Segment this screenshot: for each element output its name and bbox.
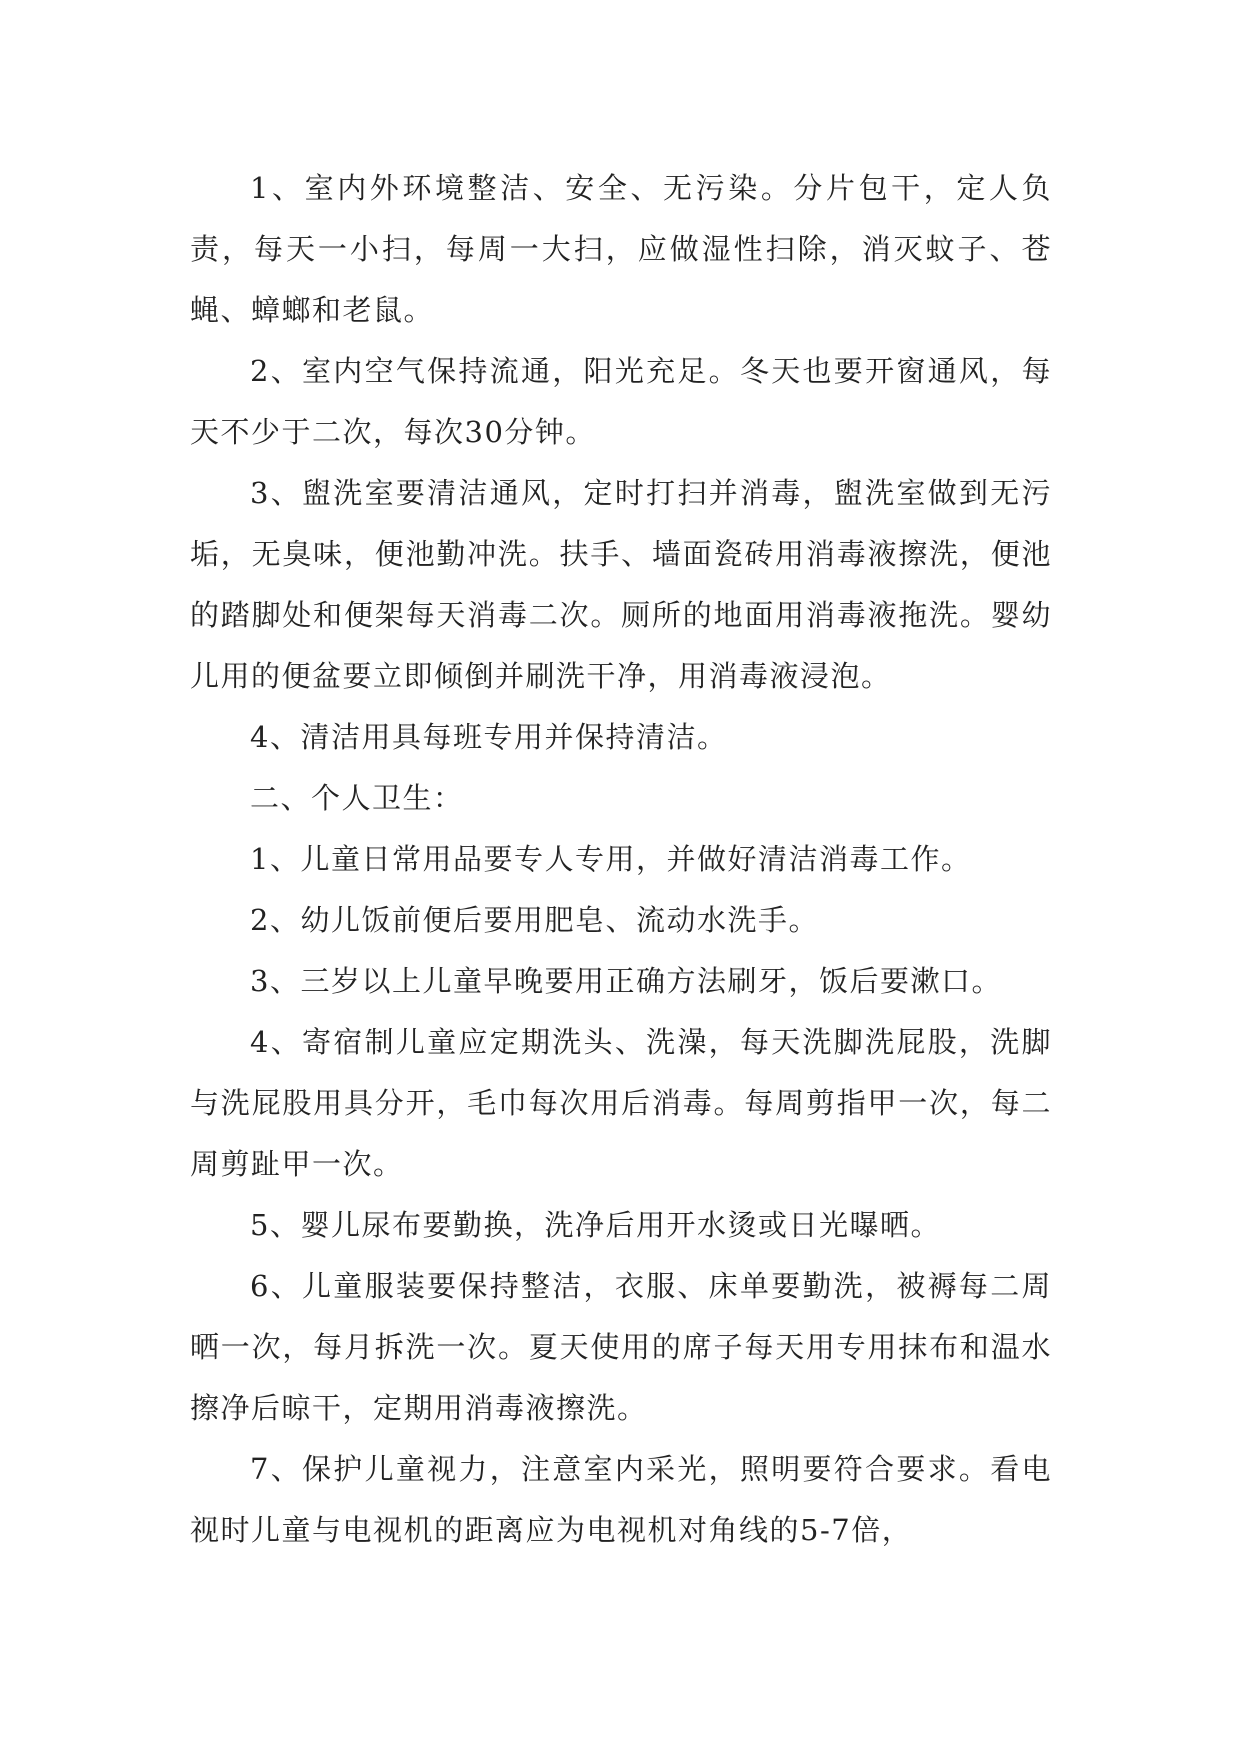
paragraph-eyesight: 7、保护儿童视力，注意室内采光，照明要符合要求。看电视时儿童与电视机的距离应为电视机对角线的5-7倍， (190, 1452, 1052, 1547)
document-body (190, 158, 1052, 1561)
paragraph-cleaning-tools: 4、清洁用具每班专用并保持清洁。 (250, 720, 728, 754)
paragraph-washroom: 3、盥洗室要清洁通风，定时打扫并消毒，盥洗室做到无污垢，无臭味，便池勤冲洗。扶手、墙面瓷砖用消毒液擦洗，便池的踏脚处和便架每天消毒二次。厕所的地面用消毒液拖洗。婴幼儿用的便盆要立即倾倒并刷洗干净，用消毒液浸泡。 (190, 476, 1052, 693)
paragraph-diapers: 5、婴儿尿布要勤换，洗净后用开水烫或日光曝晒。 (250, 1208, 941, 1242)
paragraph-clothing: 6、儿童服装要保持整洁，衣服、床单要勤洗，被褥每二周晒一次，每月拆洗一次。夏天使用的席子每天用专用抹布和温水擦净后晾干，定期用消毒液擦洗。 (190, 1269, 1052, 1425)
paragraph-environment-clean: 1、室内外环境整洁、安全、无污染。分片包干，定人负责，每天一小扫，每周一大扫，应做湿性扫除，消灭蚊子、苍蝇、蟑螂和老鼠。 (190, 171, 1052, 327)
paragraph-daily-items: 1、儿童日常用品要专人专用，并做好清洁消毒工作。 (250, 842, 972, 876)
paragraph-boarding-hygiene: 4、寄宿制儿童应定期洗头、洗澡，每天洗脚洗屁股，洗脚与洗屁股用具分开，毛巾每次用后消毒。每周剪指甲一次，每二周剪趾甲一次。 (190, 1025, 1052, 1181)
section-heading-personal-hygiene: 二、个人卫生： (250, 781, 464, 815)
paragraph-teeth-brushing: 3、三岁以上儿童早晚要用正确方法刷牙，饭后要漱口。 (250, 964, 1002, 998)
paragraph-hand-washing: 2、幼儿饭前便后要用肥皂、流动水洗手。 (250, 903, 819, 937)
paragraph-air-circulation: 2、室内空气保持流通，阳光充足。冬天也要开窗通风，每天不少于二次，每次30分钟。 (190, 354, 1052, 449)
